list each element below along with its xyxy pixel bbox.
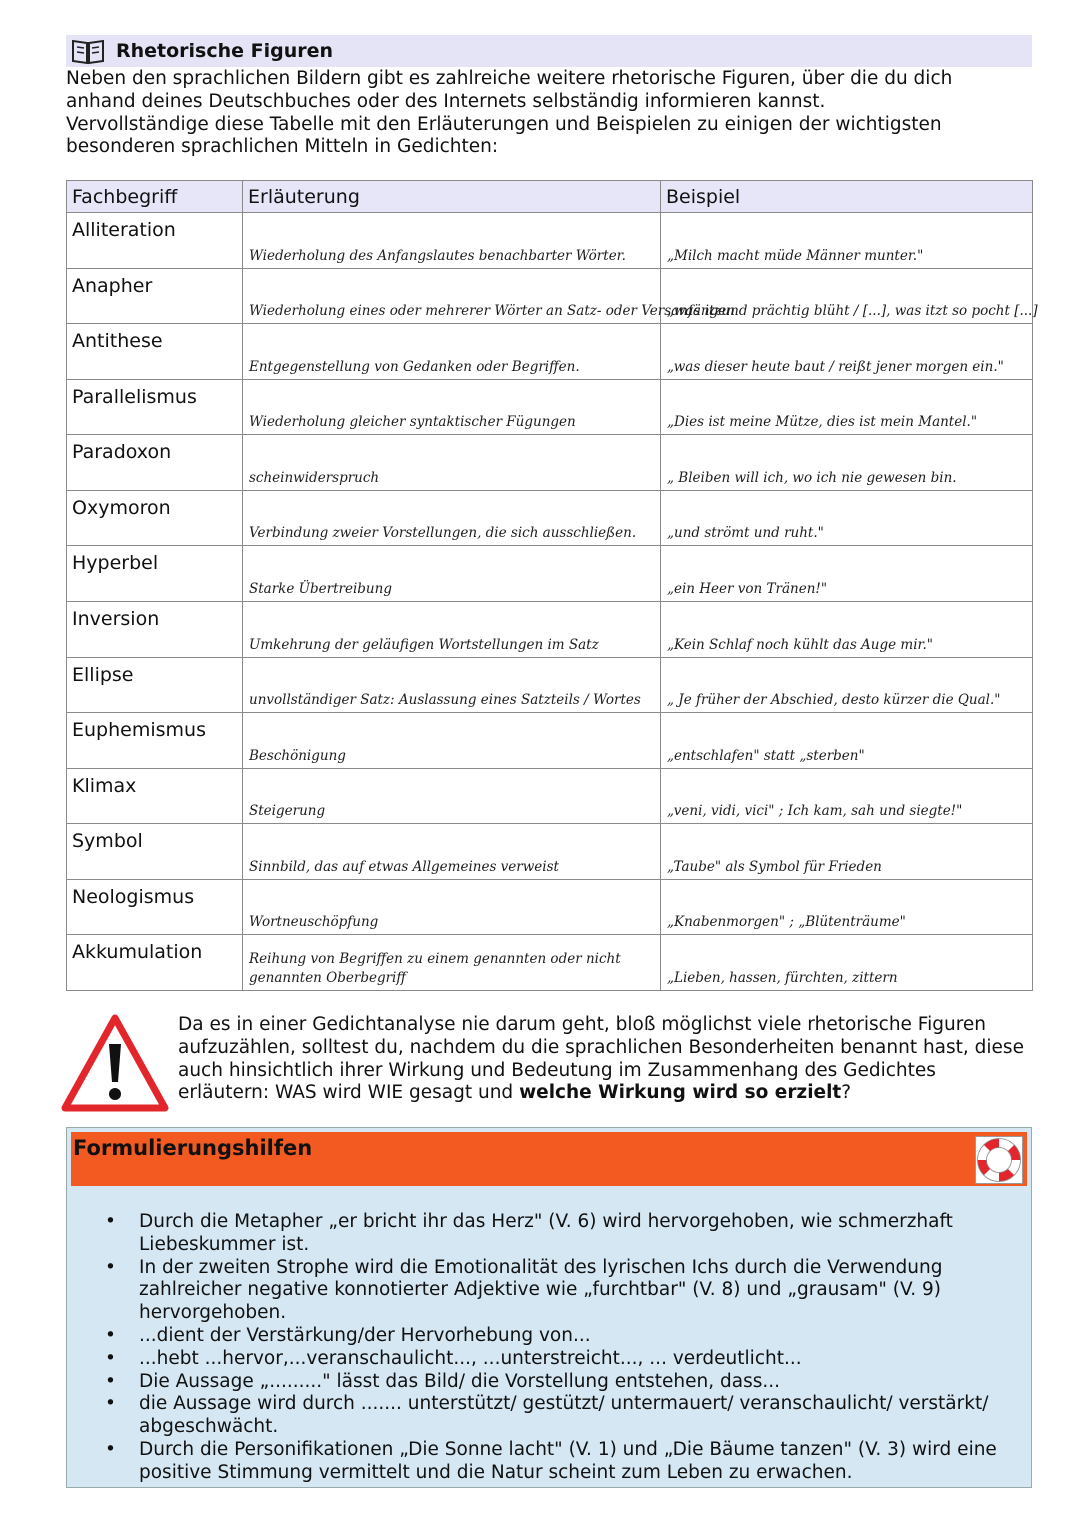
formulation-help-box	[66, 1127, 1032, 1488]
header-erlaeuterung: Erläuterung	[243, 181, 661, 213]
explanation-cell	[243, 546, 661, 602]
help-header	[71, 1132, 1027, 1186]
explanation-handwriting: unvollständiger Satz: Auslassung eines Satzteils / Wortes	[249, 692, 641, 709]
example-handwriting: „veni, vidi, vici" ; Ich kam, sah und siegte!"	[667, 803, 963, 820]
example-handwriting: „Knabenmorgen" ; „Blütenträume"	[667, 914, 906, 931]
example-handwriting: „ein Heer von Tränen!"	[667, 580, 828, 597]
table-row	[67, 324, 1033, 380]
term-cell: Anapher	[67, 268, 243, 324]
example-cell	[661, 546, 1033, 602]
intro-line: Neben den sprachlichen Bildern gibt es zahlreiche weitere rhetorische Figuren, über die du dich	[66, 68, 953, 89]
table-row	[67, 657, 1033, 713]
example-cell	[661, 435, 1033, 491]
table-header-row	[67, 181, 1033, 213]
intro-line: besonderen sprachlichen Mitteln in Gedichten:	[66, 136, 499, 158]
intro-text	[66, 68, 1026, 159]
example-cell	[661, 213, 1033, 269]
lifebuoy-icon-frame	[975, 1136, 1023, 1184]
help-list-item: • In der zweiten Strophe wird die Emotionalität des lyrischen Ichs durch die Verwendung zahlreicher negative konnotierter Adjektive wie „furchtbar" (V. 8) und „grausam" (V. 9) hervorgehoben.	[139, 1257, 1019, 1325]
explanation-handwriting: Entgegenstellung von Gedanken oder Begriffen.	[249, 358, 580, 375]
help-list-item: • ...hebt ...hervor,...veranschaulicht..., ...unterstreicht..., ... verdeutlicht...	[139, 1348, 1019, 1371]
table-row	[67, 213, 1033, 269]
term-cell: Paradoxon	[67, 435, 243, 491]
term-cell: Alliteration	[67, 213, 243, 269]
example-handwriting: „entschlafen" statt „sterben"	[667, 747, 865, 764]
explanation-cell	[243, 601, 661, 657]
explanation-handwriting: Wiederholung eines oder mehrerer Wörter an Satz- oder Versanfängen	[249, 303, 735, 320]
explanation-handwriting: Starke Übertreibung	[249, 580, 392, 597]
help-title: Formulierungshilfen	[73, 1136, 313, 1160]
term-cell: Ellipse	[67, 657, 243, 713]
intro-line: anhand deines Deutschbuches oder des Internets selbständig informieren kannst.	[66, 90, 826, 112]
example-handwriting: „Kein Schlaf noch kühlt das Auge mir."	[667, 636, 934, 653]
example-handwriting: „ Bleiben will ich, wo ich nie gewesen bin.	[667, 469, 957, 486]
term-cell: Klimax	[67, 768, 243, 824]
explanation-handwriting: Steigerung	[249, 803, 326, 820]
term-cell: Inversion	[67, 601, 243, 657]
example-cell	[661, 824, 1033, 880]
warning-text	[178, 1014, 1028, 1105]
help-list-item: • Durch die Metapher „er bricht ihr das Herz" (V. 6) wird hervorgehoben, wie schmerzhaft Liebeskummer ist.	[139, 1211, 1019, 1257]
explanation-handwriting: Wiederholung gleicher syntaktischer Fügungen	[249, 414, 576, 431]
explanation-handwriting: Verbindung zweier Vorstellungen, die sich ausschließen.	[249, 525, 637, 542]
explanation-handwriting: Wortneuschöpfung	[249, 914, 379, 931]
term-cell: Parallelismus	[67, 379, 243, 435]
help-list-item: • Die Aussage „........." lässt das Bild/ die Vorstellung entstehen, dass...	[139, 1371, 1019, 1394]
explanation-cell	[243, 824, 661, 880]
table-body	[67, 213, 1038, 991]
table-row	[67, 879, 1033, 935]
term-cell: Symbol	[67, 824, 243, 880]
table-row	[67, 268, 1033, 324]
explanation-handwriting: Umkehrung der geläufigen Wortstellungen im Satz	[249, 636, 599, 653]
table-row	[67, 546, 1033, 602]
table-row	[67, 824, 1033, 880]
table-row	[67, 490, 1033, 546]
example-cell	[661, 768, 1033, 824]
table-row	[67, 935, 1033, 991]
intro-line: Vervollständige diese Tabelle mit den Erläuterungen und Beispielen zu einigen der wichtigsten	[66, 113, 942, 135]
warning-note	[60, 1010, 1030, 1115]
example-cell	[661, 879, 1033, 935]
explanation-cell	[243, 713, 661, 769]
example-cell	[661, 490, 1033, 546]
table-row	[67, 601, 1033, 657]
example-cell	[661, 713, 1033, 769]
explanation-handwriting: Sinnbild, das auf etwas Allgemeines verweist	[249, 858, 559, 875]
explanation-handwriting: Wiederholung des Anfangslautes benachbarter Wörter.	[249, 247, 626, 264]
example-handwriting: „Dies ist meine Mütze, dies ist mein Mantel."	[667, 414, 978, 431]
warning-exclamation-icon	[60, 1012, 170, 1114]
explanation-handwriting: Reihung von Begriffen zu einem genannten oder nicht genannten Oberbegriff	[249, 951, 621, 986]
table-row	[67, 768, 1033, 824]
explanation-cell	[243, 268, 735, 324]
open-book-icon	[70, 37, 106, 65]
table-row	[67, 713, 1033, 769]
example-cell	[661, 324, 1033, 380]
term-cell: Akkumulation	[67, 935, 243, 991]
example-handwriting: „ Je früher der Abschied, desto kürzer die Qual."	[667, 692, 1001, 709]
rhetoric-table	[66, 180, 1038, 991]
explanation-handwriting: Beschönigung	[249, 747, 346, 764]
section-header	[66, 35, 1032, 67]
lifebuoy-icon	[976, 1137, 1022, 1183]
section-title: Rhetorische Figuren	[116, 40, 334, 62]
term-cell: Euphemismus	[67, 713, 243, 769]
explanation-cell	[243, 213, 661, 269]
help-list-item: • die Aussage wird durch ....... unterstützt/ gestützt/ untermauert/ veranschaulicht/ verstärkt/ abgeschwächt.	[139, 1393, 1019, 1439]
example-handwriting: „Lieben, hassen, fürchten, zittern	[667, 970, 898, 986]
warning-text-end: ?	[841, 1082, 852, 1104]
term-cell: Antithese	[67, 324, 243, 380]
header-fachbegriff: Fachbegriff	[67, 181, 243, 213]
explanation-handwriting: scheinwiderspruch	[249, 469, 380, 486]
example-handwriting: „Taube" als Symbol für Frieden	[667, 858, 882, 875]
explanation-cell	[243, 324, 661, 380]
explanation-cell	[243, 379, 661, 435]
example-cell	[661, 379, 1033, 435]
table-row	[67, 379, 1033, 435]
example-cell	[661, 601, 1033, 657]
term-cell: Neologismus	[67, 879, 243, 935]
help-list-item: • Durch die Personifikationen „Die Sonne lacht" (V. 1) und „Die Bäume tanzen" (V. 3) wird eine positive Stimmung vermittelt und die Natur scheint zum Leben zu erwachen.	[139, 1439, 1019, 1485]
explanation-cell	[243, 879, 661, 935]
explanation-cell	[243, 435, 661, 491]
table-row	[67, 435, 1033, 491]
example-cell	[661, 268, 1038, 324]
help-list	[139, 1211, 1019, 1485]
example-handwriting: „was dieser heute baut / reißt jener morgen ein."	[667, 358, 1004, 375]
example-cell	[661, 657, 1033, 713]
explanation-cell	[243, 490, 661, 546]
warning-text-bold: welche Wirkung wird so erzielt	[519, 1082, 842, 1104]
explanation-cell	[243, 657, 661, 713]
explanation-cell	[243, 935, 661, 991]
example-cell	[661, 935, 1033, 991]
example-handwriting: „Milch macht müde Männer munter."	[667, 247, 924, 264]
example-handwriting: „was itzund prächtig blüht / [...], was itzt so pocht [...]	[667, 303, 1038, 320]
explanation-cell	[243, 768, 661, 824]
warning-text-plain: Da es in einer Gedichtanalyse nie darum geht, bloß möglichst viele rhetorische Figuren aufzuzählen, solltest du, nachdem du die sprachlichen Besonderheiten benannt hast, diese auch hinsichtlich ihrer Wirkung und Bedeutung im Zusammenhang des Gedichtes erläutern: WAS wird WIE gesagt und	[178, 1014, 1024, 1104]
help-list-item: • ...dient der Verstärkung/der Hervorhebung von...	[139, 1325, 1019, 1348]
term-cell: Oxymoron	[67, 490, 243, 546]
term-cell: Hyperbel	[67, 546, 243, 602]
example-handwriting: „und strömt und ruht."	[667, 525, 824, 542]
header-beispiel: Beispiel	[661, 181, 1033, 213]
